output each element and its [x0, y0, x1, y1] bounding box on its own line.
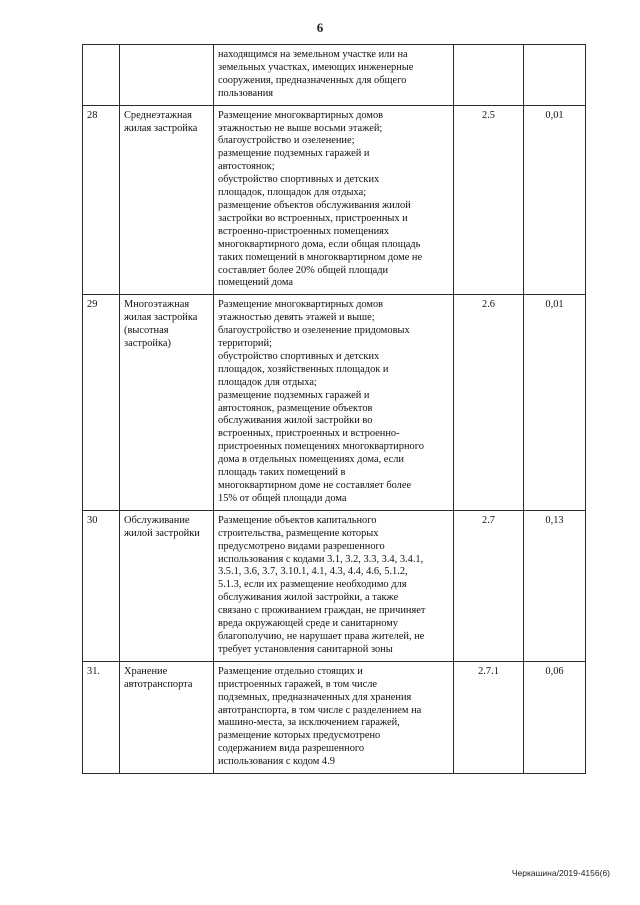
- coefficient-value: 0,01: [524, 105, 586, 295]
- description-line: подземных, предназначенных для хранения: [218, 691, 412, 703]
- land-use-name-line: Хранение: [124, 665, 168, 677]
- description-line: пользования: [218, 87, 274, 99]
- coefficient-value: [524, 45, 586, 106]
- description-line: таких помещений в многоквартирном доме не: [218, 251, 423, 263]
- description-line: размещение подземных гаражей и: [218, 389, 370, 401]
- row-number: 31.: [83, 661, 120, 773]
- land-use-description: [214, 510, 454, 661]
- description-line: площадь таких помещений в: [218, 467, 346, 479]
- row-number: 29: [83, 295, 120, 511]
- description-line: связано с проживанием граждан, не причиняет: [218, 605, 426, 617]
- description-line: 3.5.1, 3.6, 3.7, 3.10.1, 4.1, 4.3, 4.4, 4.6, 5.1.2,: [218, 566, 408, 578]
- land-use-description: [214, 661, 454, 773]
- land-use-name-line: (высотная: [124, 325, 169, 337]
- description-line: многоквартирном доме не составляет более: [218, 480, 412, 491]
- description-line: благоустройство и озеленение;: [218, 135, 355, 147]
- description-line: площадок, хозяйственных площадок и: [218, 363, 389, 375]
- land-use-table: [82, 44, 586, 774]
- land-use-name-line: Обслуживание: [124, 514, 190, 526]
- description-line: этажностью девять этажей и выше;: [218, 312, 375, 324]
- land-use-name-line: жилая застройка: [124, 312, 198, 324]
- description-line: земельных участках, имеющих инженерные: [218, 61, 414, 73]
- description-line: территорий;: [218, 338, 272, 350]
- description-line: 5.1.3, если их размещение необходимо для: [218, 579, 407, 591]
- description-line: обслуживания жилой застройки, а также: [218, 592, 399, 604]
- description-line: содержанием вида разрешенного: [218, 743, 365, 755]
- land-use-description: [214, 105, 454, 295]
- coefficient-value: 0,01: [524, 295, 586, 511]
- description-line: этажностью не выше восьми этажей;: [218, 122, 383, 134]
- table-row: [83, 295, 586, 511]
- description-line: машино-места, за исключением гаражей,: [218, 717, 400, 729]
- table-row: [83, 45, 586, 106]
- description-line: Размещение объектов капитального: [218, 514, 377, 526]
- description-line: застройки во встроенных, пристроенных и: [218, 212, 408, 224]
- description-line: площадок для отдыха;: [218, 376, 317, 388]
- coefficient-value: 0,13: [524, 510, 586, 661]
- land-use-name-line: Среднеэтажная: [124, 109, 192, 121]
- description-line: автостоянок;: [218, 161, 275, 173]
- land-use-name: [120, 45, 214, 106]
- land-use-name: [120, 510, 214, 661]
- land-use-name: [120, 105, 214, 295]
- description-line: размещение подземных гаражей и: [218, 148, 370, 160]
- description-line: вреда окружающей среде и санитарному: [218, 618, 398, 630]
- description-line: благоустройство и озеленение придомовых: [218, 325, 410, 337]
- description-line: автостоянок, размещение объектов: [218, 402, 373, 414]
- description-line: пристроенных помещениях многоквартирного: [218, 441, 424, 453]
- land-use-code: 2.7: [454, 510, 524, 661]
- description-line: пристроенных гаражей, в том числе: [218, 678, 377, 690]
- coefficient-value: 0,06: [524, 661, 586, 773]
- description-line: благополучию, не нарушает права жителей, не: [218, 630, 425, 642]
- description-line: использования с кодами 3.1, 3.2, 3.3, 3.4, 3.4.1,: [218, 553, 424, 565]
- row-number: 28: [83, 105, 120, 295]
- description-line: использования с кодом 4.9: [218, 756, 335, 768]
- land-use-name-line: жилой застройки: [124, 527, 200, 539]
- description-line: площадок, площадок для отдыха;: [218, 187, 367, 199]
- description-line: сооружения, предназначенных для общего: [218, 74, 407, 86]
- description-line: находящимся на земельном участке или на: [218, 49, 408, 60]
- description-line: обустройство спортивных и детских: [218, 350, 380, 362]
- description-line: размещение которых предусмотрено: [218, 730, 381, 742]
- land-use-code: 2.6: [454, 295, 524, 511]
- land-use-name: [120, 661, 214, 773]
- description-line: требует установления санитарной зоны: [218, 643, 393, 655]
- land-use-code: [454, 45, 524, 106]
- row-number: 30: [83, 510, 120, 661]
- page-number: 6: [316, 20, 324, 35]
- row-number: [83, 45, 120, 106]
- land-use-code: 2.5: [454, 105, 524, 295]
- description-line: Размещение многоквартирных домов: [218, 299, 384, 311]
- description-line: Размещение многоквартирных домов: [218, 109, 384, 121]
- table-row: [83, 510, 586, 661]
- description-line: встроенно-пристроенных помещениях: [218, 225, 390, 237]
- land-use-code: 2.7.1: [454, 661, 524, 773]
- land-use-name-line: жилая застройка: [124, 122, 198, 134]
- description-line: помещений дома: [218, 277, 294, 289]
- description-line: обустройство спортивных и детских: [218, 174, 380, 186]
- description-line: дома в отдельных помещениях дома, если: [218, 454, 404, 466]
- description-line: размещение объектов обслуживания жилой: [218, 199, 411, 211]
- land-use-description: [214, 45, 454, 106]
- description-line: Размещение отдельно стоящих и: [218, 665, 363, 677]
- description-line: 15% от общей площади дома: [218, 492, 347, 504]
- land-use-name-line: Многоэтажная: [124, 299, 190, 311]
- description-line: встроенных, пристроенных и встроенно-: [218, 428, 400, 440]
- land-use-name-line: автотранспорта: [124, 678, 193, 690]
- description-line: автотранспорта, в том числе с разделением на: [218, 704, 422, 716]
- land-use-name-line: застройка): [124, 338, 171, 350]
- description-line: предусмотрено видами разрешенного: [218, 540, 385, 552]
- document-footer: Черкашина/2019-4156(6): [511, 868, 610, 878]
- description-line: строительства, размещение которых: [218, 527, 379, 539]
- description-line: обслуживания жилой застройки во: [218, 415, 373, 427]
- land-use-description: [214, 295, 454, 511]
- description-line: многоквартирного дома, если общая площадь: [218, 238, 421, 250]
- table-row: [83, 105, 586, 295]
- land-use-name: [120, 295, 214, 511]
- description-line: составляет более 20% общей площади: [218, 264, 389, 276]
- table-row: [83, 661, 586, 773]
